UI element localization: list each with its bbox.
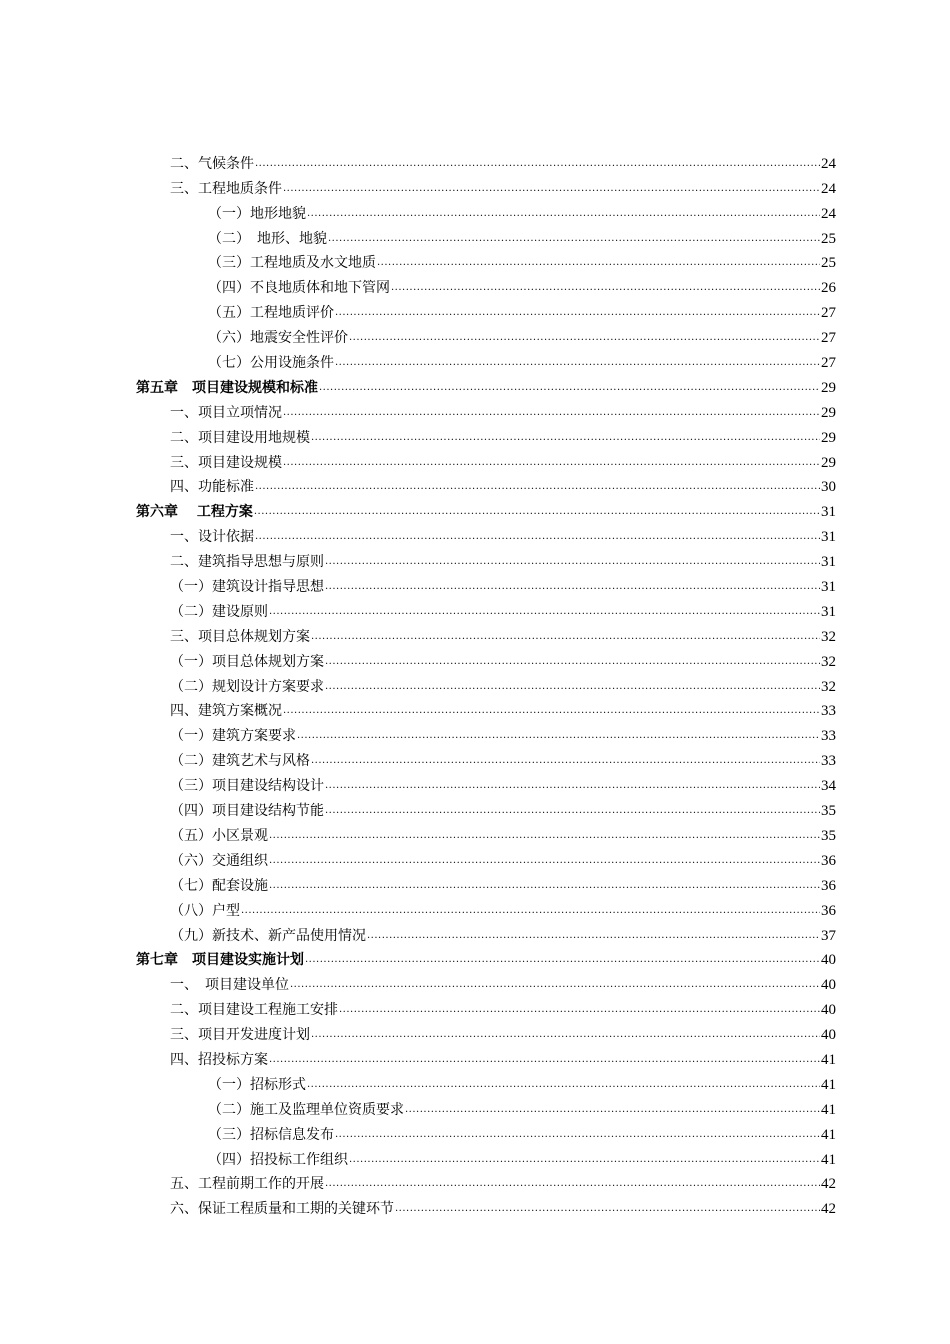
toc-leader-dots — [405, 1103, 820, 1117]
toc-entry[interactable] — [136, 596, 836, 621]
toc-page-number: 40 — [821, 952, 836, 969]
toc-leader-dots — [311, 754, 820, 768]
toc-entry-title: （四）项目建设结构节能 — [170, 803, 324, 820]
toc-entry[interactable] — [136, 472, 836, 497]
toc-leader-dots — [283, 406, 820, 420]
toc-leader-dots — [349, 331, 820, 345]
toc-page-number: 41 — [821, 1126, 836, 1143]
toc-leader-dots — [335, 1128, 820, 1142]
toc-entry[interactable] — [136, 1119, 836, 1144]
toc-leader-dots — [325, 779, 820, 793]
toc-page-number: 40 — [821, 977, 836, 994]
toc-entry[interactable] — [136, 173, 836, 198]
toc-page-number: 41 — [821, 1051, 836, 1068]
toc-page-number: 32 — [821, 678, 836, 695]
toc-entry-title: （五）工程地质评价 — [208, 305, 334, 322]
toc-entry[interactable] — [136, 770, 836, 795]
toc-page-number: 25 — [821, 230, 836, 247]
toc-entry-title: 三、项目开发进度计划 — [170, 1027, 310, 1044]
toc-leader-dots — [335, 356, 820, 370]
toc-entry-title: （二）规划设计方案要求 — [170, 678, 324, 695]
toc-entry-title: （三）工程地质及水文地质 — [208, 255, 376, 272]
toc-page-number: 40 — [821, 1027, 836, 1044]
toc-leader-dots — [255, 530, 820, 544]
toc-page-number: 31 — [821, 579, 836, 596]
toc-chapter-entry[interactable] — [136, 496, 836, 521]
toc-page-number: 41 — [821, 1101, 836, 1118]
toc-entry-title: 二、气候条件 — [170, 155, 254, 172]
toc-page-number: 24 — [821, 180, 836, 197]
toc-entry-title: （八）户型 — [170, 902, 240, 919]
toc-entry-title: （一）地形地貌 — [208, 205, 306, 222]
toc-page-number: 30 — [821, 479, 836, 496]
toc-page-number: 36 — [821, 852, 836, 869]
toc-leader-dots — [367, 929, 820, 943]
toc-entry[interactable] — [136, 422, 836, 447]
toc-leader-dots — [395, 1202, 820, 1216]
toc-page-number: 31 — [821, 529, 836, 546]
toc-leader-dots — [305, 953, 820, 967]
toc-entry[interactable] — [136, 646, 836, 671]
toc-entry-title: 三、项目建设规模 — [170, 454, 282, 471]
toc-page-number: 37 — [821, 927, 836, 944]
toc-entry-title: （四）招投标工作组织 — [208, 1151, 348, 1168]
toc-page-number: 42 — [821, 1201, 836, 1218]
toc-entry[interactable] — [136, 696, 836, 721]
toc-entry-title: 五、工程前期工作的开展 — [170, 1176, 324, 1193]
toc-leader-dots — [339, 1003, 820, 1017]
toc-entry[interactable] — [136, 1019, 836, 1044]
toc-leader-dots — [269, 879, 820, 893]
toc-entry[interactable] — [136, 870, 836, 895]
toc-page-number: 25 — [821, 255, 836, 272]
toc-entry-title: （六）地震安全性评价 — [208, 330, 348, 347]
toc-entry-title: （二）建设原则 — [170, 603, 268, 620]
toc-page-number: 35 — [821, 827, 836, 844]
toc-entry-title: 一、 项目建设单位 — [170, 977, 289, 994]
toc-page-number: 36 — [821, 902, 836, 919]
toc-entry[interactable] — [136, 347, 836, 372]
toc-page-number: 29 — [821, 379, 836, 396]
toc-page-number: 33 — [821, 728, 836, 745]
toc-entry-title: （六）交通组织 — [170, 852, 268, 869]
toc-entry[interactable] — [136, 1044, 836, 1069]
toc-leader-dots — [335, 306, 820, 320]
toc-entry-title: （一）项目总体规划方案 — [170, 653, 324, 670]
toc-leader-dots — [269, 605, 820, 619]
toc-entry[interactable] — [136, 447, 836, 472]
toc-entry-title: （四）不良地质体和地下管网 — [208, 280, 390, 297]
toc-entry-title: （二） 地形、地貌 — [208, 230, 327, 247]
toc-entry[interactable] — [136, 820, 836, 845]
toc-leader-dots — [307, 1078, 820, 1092]
toc-page-number: 27 — [821, 330, 836, 347]
toc-entry-title: （三）项目建设结构设计 — [170, 778, 324, 795]
toc-entry-title: （五）小区景观 — [170, 827, 268, 844]
toc-leader-dots — [283, 456, 820, 470]
toc-page-number: 32 — [821, 653, 836, 670]
toc-leader-dots — [255, 480, 820, 494]
toc-page-number: 31 — [821, 603, 836, 620]
toc-page-number: 27 — [821, 305, 836, 322]
toc-page-number: 31 — [821, 554, 836, 571]
table-of-contents — [136, 148, 836, 1218]
toc-page-number: 41 — [821, 1076, 836, 1093]
toc-entry[interactable] — [136, 795, 836, 820]
toc-entry-title: 二、建筑指导思想与原则 — [170, 554, 324, 571]
toc-entry[interactable] — [136, 397, 836, 422]
toc-entry-title: （一）建筑方案要求 — [170, 728, 296, 745]
toc-entry-title: （二）建筑艺术与风格 — [170, 753, 310, 770]
toc-leader-dots — [255, 157, 820, 171]
toc-leader-dots — [241, 904, 820, 918]
toc-entry-title: （一）建筑设计指导思想 — [170, 579, 324, 596]
toc-page-number: 42 — [821, 1176, 836, 1193]
toc-page-number: 29 — [821, 404, 836, 421]
toc-page-number: 35 — [821, 803, 836, 820]
toc-entry-title: （三）招标信息发布 — [208, 1126, 334, 1143]
toc-leader-dots — [290, 978, 820, 992]
toc-page-number: 24 — [821, 205, 836, 222]
toc-entry[interactable] — [136, 297, 836, 322]
toc-leader-dots — [311, 1028, 820, 1042]
toc-leader-dots — [349, 1153, 820, 1167]
toc-entry-title: 一、项目立项情况 — [170, 404, 282, 421]
toc-leader-dots — [328, 232, 820, 246]
toc-chapter-entry[interactable] — [136, 372, 836, 397]
toc-page-number: 26 — [821, 280, 836, 297]
toc-leader-dots — [377, 256, 820, 270]
toc-entry[interactable] — [136, 198, 836, 223]
toc-page-number: 34 — [821, 778, 836, 795]
toc-entry[interactable] — [136, 1169, 836, 1194]
toc-entry-title: （七）公用设施条件 — [208, 355, 334, 372]
toc-entry[interactable] — [136, 322, 836, 347]
toc-entry-title: （一）招标形式 — [208, 1076, 306, 1093]
toc-entry[interactable] — [136, 969, 836, 994]
toc-leader-dots — [283, 704, 820, 718]
toc-entry-title: 一、设计依据 — [170, 529, 254, 546]
toc-leader-dots — [307, 207, 820, 221]
toc-entry-title: 第五章 项目建设规模和标准 — [136, 379, 318, 396]
toc-entry[interactable] — [136, 1069, 836, 1094]
toc-entry[interactable] — [136, 994, 836, 1019]
toc-page-number: 33 — [821, 703, 836, 720]
toc-entry[interactable] — [136, 148, 836, 173]
toc-entry[interactable] — [136, 745, 836, 770]
toc-entry[interactable] — [136, 671, 836, 696]
toc-page-number: 24 — [821, 155, 836, 172]
toc-entry-title: （九）新技术、新产品使用情况 — [170, 927, 366, 944]
toc-page-number: 29 — [821, 429, 836, 446]
toc-leader-dots — [269, 854, 820, 868]
toc-entry[interactable] — [136, 895, 836, 920]
toc-leader-dots — [254, 505, 820, 519]
toc-entry-title: 二、项目建设工程施工安排 — [170, 1002, 338, 1019]
toc-page-number: 33 — [821, 753, 836, 770]
toc-leader-dots — [325, 555, 820, 569]
toc-entry[interactable] — [136, 272, 836, 297]
toc-entry-title: 二、项目建设用地规模 — [170, 429, 310, 446]
toc-entry-title: 第七章 项目建设实施计划 — [136, 952, 304, 969]
toc-page-number: 40 — [821, 1002, 836, 1019]
toc-leader-dots — [325, 580, 820, 594]
toc-entry[interactable] — [136, 248, 836, 273]
toc-entry-title: 四、功能标准 — [170, 479, 254, 496]
toc-leader-dots — [269, 1053, 820, 1067]
toc-chapter-entry[interactable] — [136, 945, 836, 970]
toc-entry[interactable] — [136, 1144, 836, 1169]
toc-leader-dots — [391, 281, 820, 295]
toc-page-number: 41 — [821, 1151, 836, 1168]
toc-page-number: 31 — [821, 504, 836, 521]
toc-entry-title: 四、招投标方案 — [170, 1051, 268, 1068]
toc-entry[interactable] — [136, 223, 836, 248]
toc-entry[interactable] — [136, 571, 836, 596]
toc-entry-title: 六、保证工程质量和工期的关键环节 — [170, 1201, 394, 1218]
toc-leader-dots — [325, 804, 820, 818]
toc-entry[interactable] — [136, 720, 836, 745]
toc-entry[interactable] — [136, 845, 836, 870]
toc-leader-dots — [325, 1177, 820, 1191]
toc-entry-title: （七）配套设施 — [170, 877, 268, 894]
toc-entry-title: 三、项目总体规划方案 — [170, 628, 310, 645]
toc-entry[interactable] — [136, 1094, 836, 1119]
toc-page-number: 32 — [821, 628, 836, 645]
toc-entry[interactable] — [136, 621, 836, 646]
toc-entry[interactable] — [136, 546, 836, 571]
toc-page-number: 36 — [821, 877, 836, 894]
toc-leader-dots — [311, 431, 820, 445]
toc-entry[interactable] — [136, 920, 836, 945]
toc-leader-dots — [311, 630, 820, 644]
toc-leader-dots — [269, 829, 820, 843]
toc-leader-dots — [325, 680, 820, 694]
toc-entry-title: 三、工程地质条件 — [170, 180, 282, 197]
toc-leader-dots — [283, 182, 820, 196]
toc-page-number: 27 — [821, 355, 836, 372]
toc-page-number: 29 — [821, 454, 836, 471]
toc-entry[interactable] — [136, 1193, 836, 1218]
toc-leader-dots — [319, 381, 820, 395]
toc-leader-dots — [297, 729, 820, 743]
toc-entry-title: 四、建筑方案概况 — [170, 703, 282, 720]
toc-entry[interactable] — [136, 521, 836, 546]
toc-leader-dots — [325, 655, 820, 669]
toc-entry-title: 第六章 工程方案 — [136, 504, 253, 521]
toc-entry-title: （二）施工及监理单位资质要求 — [208, 1101, 404, 1118]
